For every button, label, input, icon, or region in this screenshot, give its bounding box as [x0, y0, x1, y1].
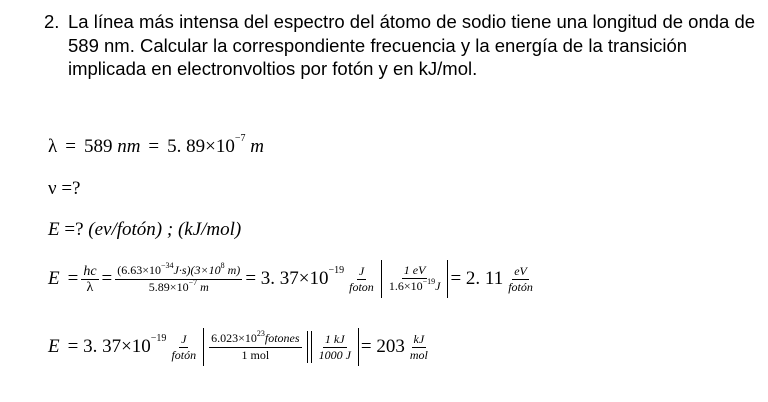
avogadro-denominator: 1 mol — [241, 348, 270, 362]
hc-over-lambda — [81, 264, 98, 295]
conversion-bar — [447, 260, 448, 298]
unit-numerator: J — [358, 263, 365, 278]
equals-sign: = — [148, 136, 160, 157]
unit-numerator: J — [181, 331, 187, 346]
joule-per-photon-fraction — [169, 332, 198, 363]
problem-text: La línea más intensa del espectro del átomo de sodio tiene una longitud de onda de 589 nm. Calcular la correspondiente frecuencia y la energía de la transición implicada en electronvoltios por fotón y en kJ/mol. — [68, 11, 756, 79]
unit-m: m — [250, 136, 264, 157]
numerator-part: (6.63×10 — [117, 262, 162, 277]
final-kj-value: 203 — [376, 336, 405, 357]
kj-per-mol-fraction — [408, 332, 430, 363]
exponent: 23 — [256, 329, 265, 338]
wavelength-value: 589 — [83, 136, 113, 157]
numerator-part: J·s)(3×10 — [173, 262, 221, 277]
denominator-part: 5.89×10 — [148, 279, 189, 294]
frequency-question — [48, 178, 81, 200]
result-joules: 3. 37×10 — [260, 268, 329, 289]
energy-mantissa: 3. 37×10 — [83, 336, 151, 357]
equals-sign: = — [65, 136, 76, 157]
planck-fraction — [115, 260, 242, 296]
conversion-numerator: 1 kJ — [324, 331, 345, 346]
equals-sign: = — [245, 268, 257, 289]
ev-per-photon-fraction — [506, 264, 535, 295]
numerator-part: fotones — [264, 331, 300, 345]
ev-conversion-fraction — [387, 263, 443, 295]
problem-number: 2. — [44, 11, 60, 32]
energy-ev-equation — [48, 258, 538, 300]
planck-denominator — [147, 277, 211, 296]
equals-sign: = — [67, 268, 79, 289]
energy-symbol: E — [48, 219, 60, 240]
planck-numerator — [115, 260, 242, 280]
joule-per-photon-fraction — [347, 264, 376, 295]
unit-nm: nm — [117, 136, 141, 157]
unit-denominator: mol — [409, 347, 428, 362]
wavelength-equation — [48, 132, 264, 158]
exponent: −34 — [161, 260, 174, 270]
equals-sign: = — [101, 268, 113, 289]
energy-symbol: E — [48, 268, 60, 289]
conversion-numerator: 1 eV — [403, 263, 426, 277]
energy-units: (ev/fotón) ; (kJ/mol) — [88, 219, 242, 240]
conversion-bar — [358, 328, 359, 366]
final-ev-value: 2. 11 — [465, 268, 504, 289]
exponent: −19 — [422, 277, 436, 286]
numerator-part: m) — [224, 262, 241, 277]
avogadro-numerator — [209, 331, 301, 348]
numerator-part: 6.023×10 — [211, 331, 257, 345]
energy-question — [48, 219, 241, 241]
unit-numerator: kJ — [413, 331, 425, 346]
unit-denominator: foton — [349, 279, 374, 294]
exponent: −7 — [234, 132, 246, 144]
exponent: 8 — [220, 260, 225, 270]
denominator-part: m — [197, 279, 209, 294]
unit-numerator: eV — [514, 263, 527, 278]
exponent: −7 — [188, 277, 198, 287]
denominator-part: 1.6×10 — [388, 279, 423, 293]
unit-denominator: fotón — [171, 347, 197, 362]
equals-sign: = — [450, 268, 462, 289]
energy-kj-equation — [48, 326, 433, 368]
equals-question: =? — [64, 219, 84, 240]
exponent: −19 — [328, 264, 345, 276]
lambda-symbol: λ — [48, 136, 58, 157]
equals-question: =? — [61, 178, 81, 199]
exponent: −19 — [150, 332, 167, 344]
kj-conversion-fraction — [317, 332, 353, 363]
wavelength-meters-mantissa: 5. 89×10 — [167, 136, 235, 157]
problem-statement — [44, 10, 760, 81]
nu-symbol: ν — [48, 178, 57, 199]
conversion-double-bar — [307, 331, 312, 363]
conversion-denominator — [387, 279, 443, 295]
conversion-bar — [381, 260, 382, 298]
denominator-part: J — [435, 279, 441, 293]
conversion-bar — [203, 328, 204, 366]
avogadro-fraction — [209, 331, 301, 363]
energy-symbol: E — [48, 336, 60, 357]
equals-sign: = — [360, 336, 372, 357]
hc-numerator: hc — [83, 263, 97, 279]
equals-sign: = — [67, 336, 79, 357]
unit-denominator: fotón — [508, 279, 533, 294]
conversion-denominator: 1000 J — [318, 347, 351, 362]
lambda-denominator: λ — [86, 279, 94, 295]
